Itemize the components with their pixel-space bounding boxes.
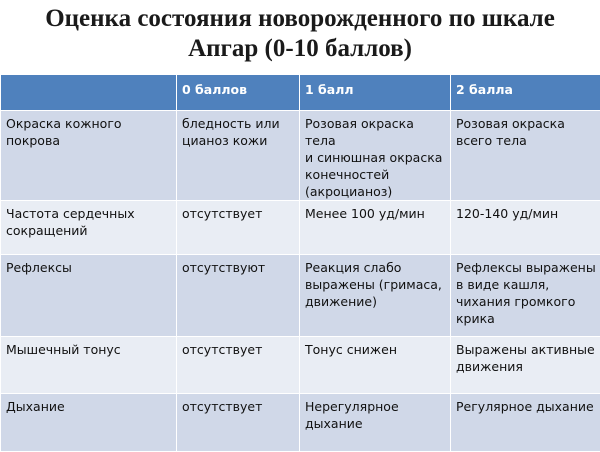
cell-text: Реакция слабо выражены (гримаса, движение) — [305, 259, 446, 310]
header-cell-2-points: 2 балла — [451, 75, 600, 111]
apgar-score-table — [0, 74, 600, 452]
table-row — [1, 337, 600, 394]
cell-text: Дыхание — [6, 398, 172, 415]
criterion-cell — [1, 337, 177, 394]
score-0-cell — [177, 201, 300, 255]
cell-text: Регулярное дыхание — [456, 398, 596, 415]
cell-text: Мышечный тонус — [6, 341, 172, 358]
cell-text: Частота сердечных сокращений — [6, 205, 172, 239]
score-0-cell — [177, 394, 300, 452]
score-1-cell — [300, 337, 451, 394]
score-1-cell — [300, 111, 451, 201]
criterion-cell — [1, 255, 177, 337]
cell-text: Выражены активные движения — [456, 341, 596, 375]
score-2-cell — [451, 111, 600, 201]
table-row — [1, 394, 600, 452]
table-row — [1, 201, 600, 255]
title-line-2: Апгар (0-10 баллов) — [0, 34, 600, 64]
score-2-cell — [451, 201, 600, 255]
score-2-cell — [451, 255, 600, 337]
header-cell-criterion — [1, 75, 177, 111]
table-header-row — [1, 75, 600, 111]
header-cell-1-point: 1 балл — [300, 75, 451, 111]
cell-text: Розовая окраска всего тела — [456, 115, 596, 149]
table-row — [1, 111, 600, 201]
cell-text: отсутствует — [182, 398, 295, 415]
criterion-cell — [1, 111, 177, 201]
cell-text: Окраска кожного покрова — [6, 115, 172, 149]
table-row — [1, 255, 600, 337]
score-2-cell — [451, 394, 600, 452]
cell-text: Нерегулярное дыхание — [305, 398, 446, 432]
score-0-cell — [177, 111, 300, 201]
score-1-cell — [300, 255, 451, 337]
cell-text: Менее 100 уд/мин — [305, 205, 446, 222]
cell-text: Рефлексы выражены в виде кашля, чихания громкого крика — [456, 259, 596, 327]
title-line-1: Оценка состояния новорожденного по шкале — [0, 4, 600, 34]
cell-text: Тонус снижен — [305, 341, 446, 358]
score-1-cell — [300, 201, 451, 255]
cell-text: отсутствует — [182, 341, 295, 358]
cell-text: отсутствует — [182, 205, 295, 222]
score-1-cell — [300, 394, 451, 452]
cell-text: Розовая окраска тела и синюшная окраска конечностей (акроцианоз) — [305, 115, 446, 200]
criterion-cell — [1, 201, 177, 255]
cell-text: отсутствуют — [182, 259, 295, 276]
cell-text: Рефлексы — [6, 259, 172, 276]
cell-text: бледность или цианоз кожи — [182, 115, 295, 149]
score-0-cell — [177, 255, 300, 337]
page-title — [0, 4, 600, 64]
criterion-cell — [1, 394, 177, 452]
cell-text: 120-140 уд/мин — [456, 205, 596, 222]
score-2-cell — [451, 337, 600, 394]
score-0-cell — [177, 337, 300, 394]
header-cell-0-points: 0 баллов — [177, 75, 300, 111]
